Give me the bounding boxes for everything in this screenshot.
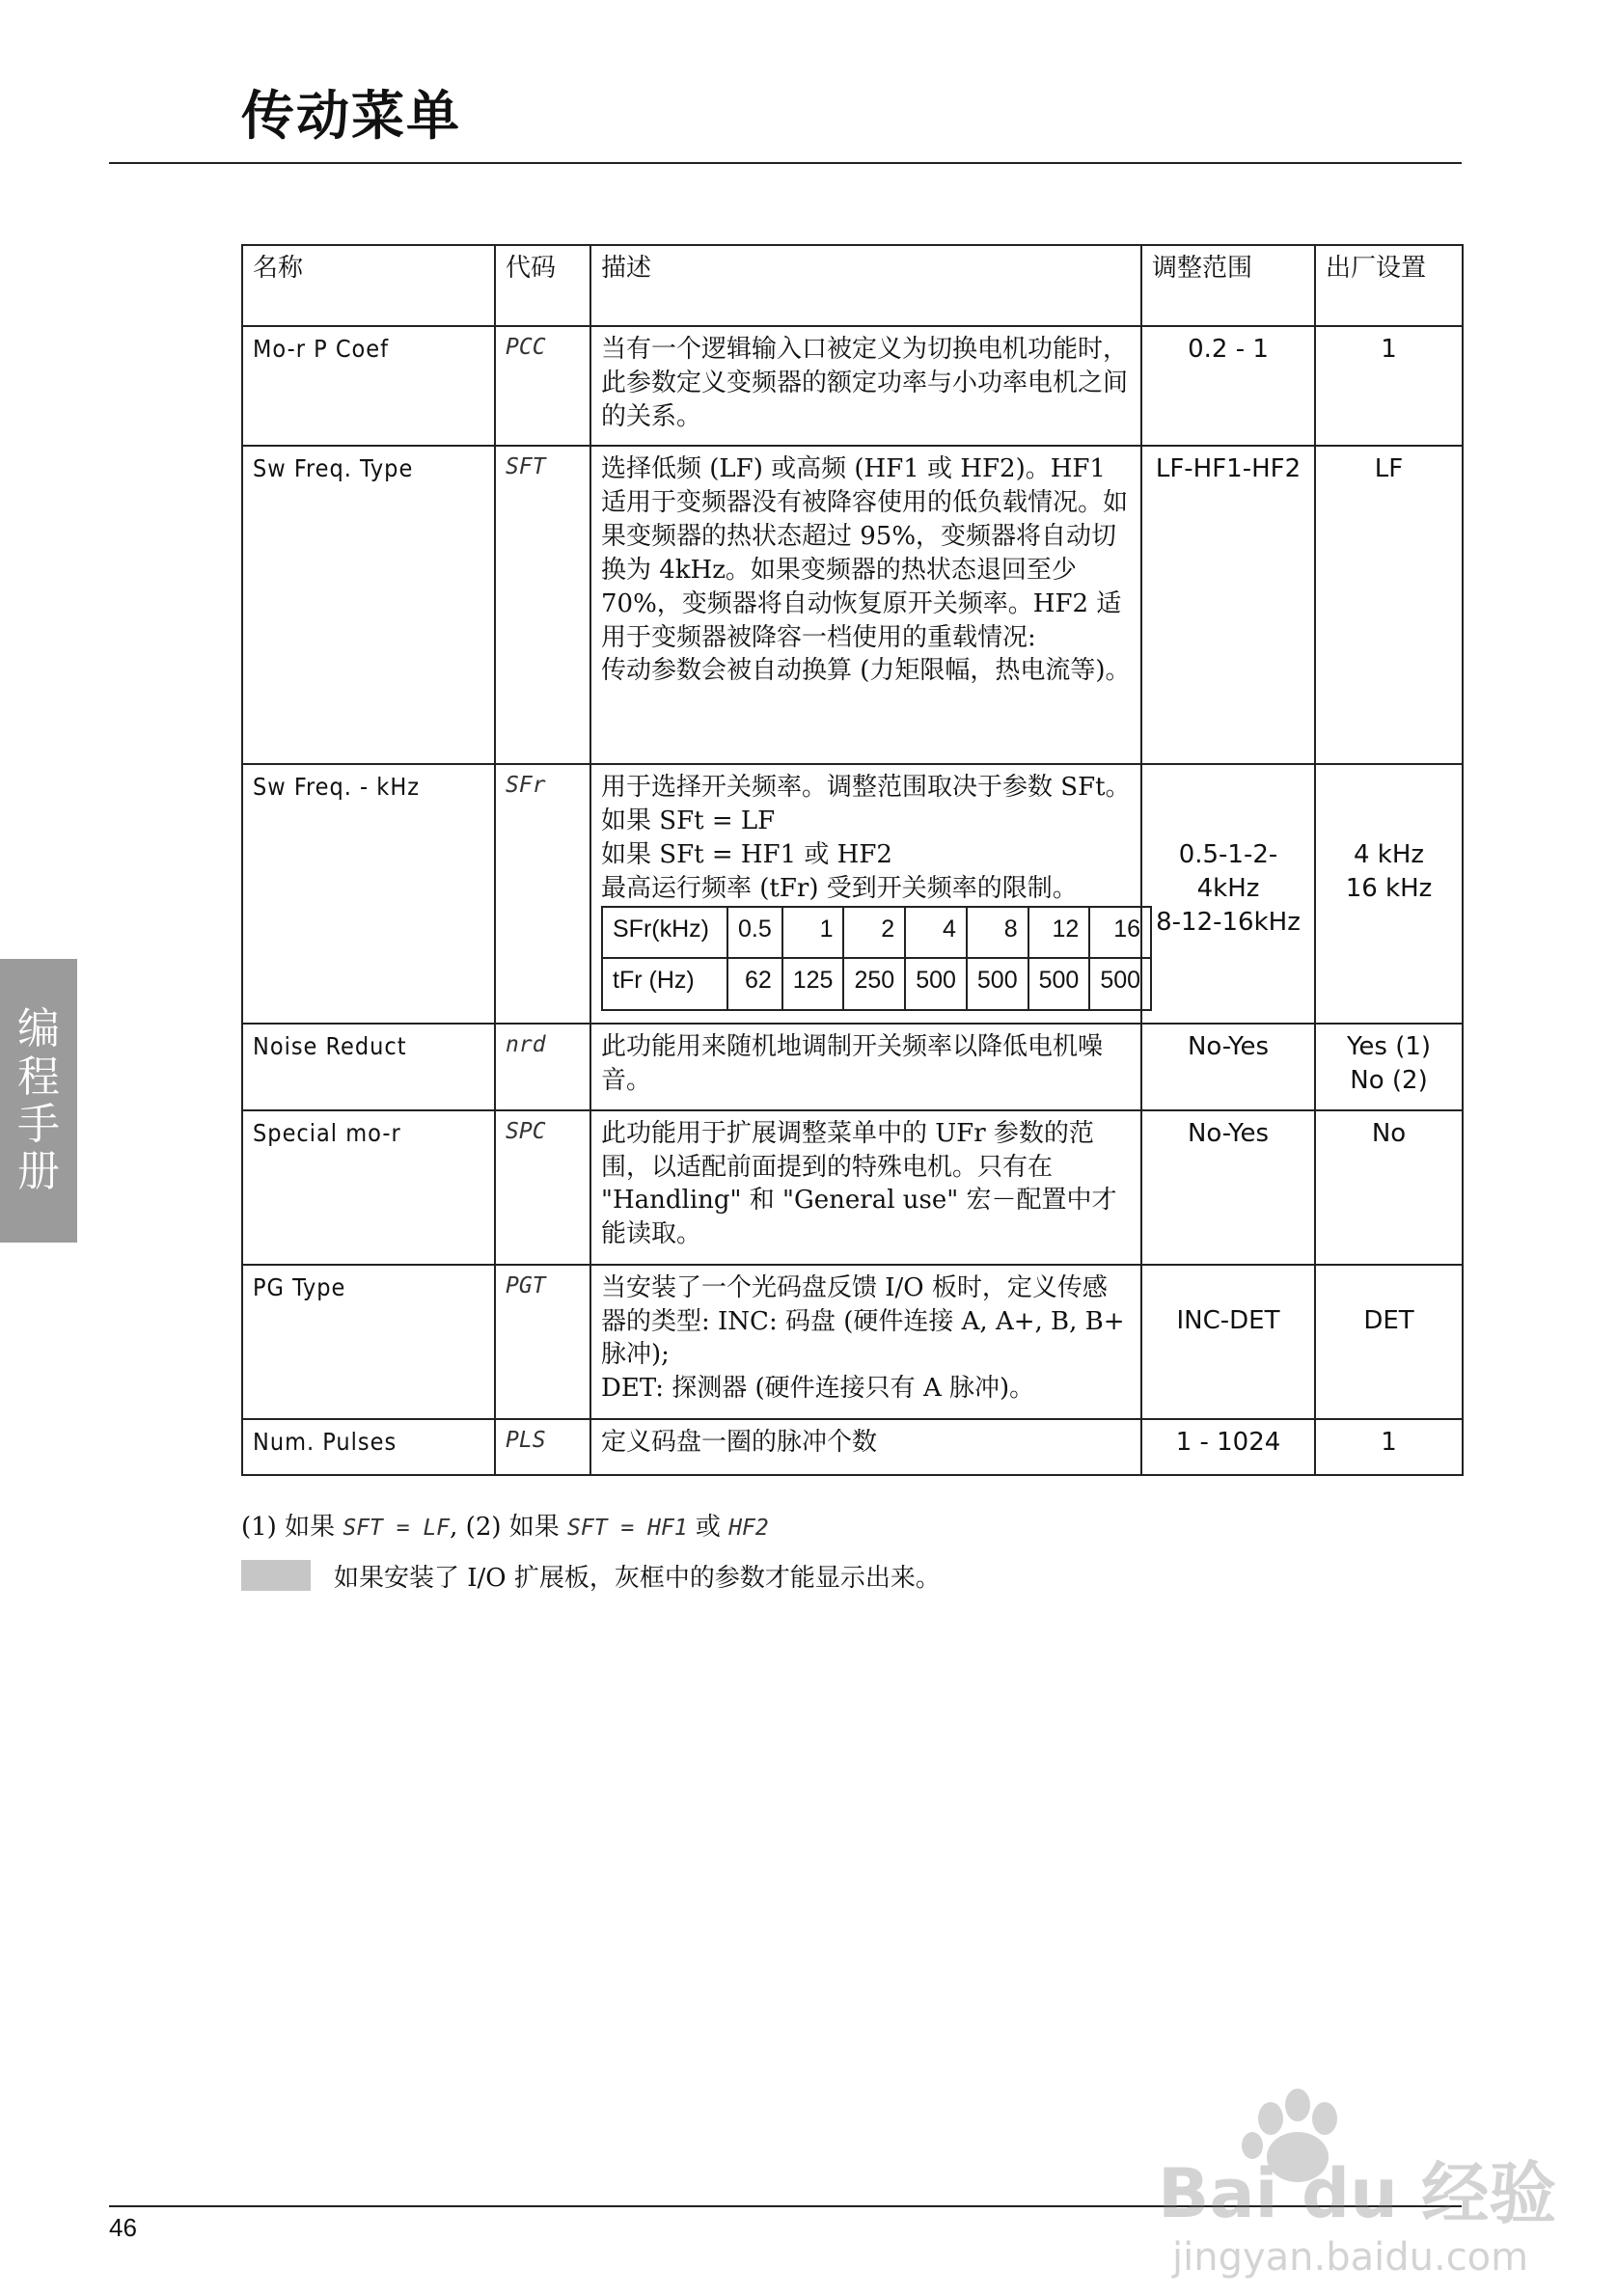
description-line: 此功能用于扩展调整菜单中的 UFr 参数的范围，以适配前面提到的特殊电机。只有在 "Handling" 和 "General use" 宏－配置中才能读取。	[601, 1118, 1117, 1249]
param-factory	[1315, 1024, 1463, 1110]
side-tab	[0, 959, 77, 1243]
param-range	[1141, 764, 1315, 1023]
factory-spacer	[1326, 771, 1452, 838]
param-factory	[1315, 1110, 1463, 1265]
paw-icon	[1242, 2089, 1337, 2182]
sfr-row-label: SFr(kHz)	[602, 907, 727, 959]
param-name: Num. Pulses	[242, 1419, 495, 1475]
header-description: 描述	[590, 245, 1141, 326]
param-code: nrd	[495, 1024, 590, 1110]
param-code: SPC	[495, 1110, 590, 1265]
watermark-brand: Bai du 经验	[1158, 2154, 1557, 2233]
range-spacer	[1152, 771, 1304, 838]
param-range	[1141, 326, 1315, 446]
range-value: 8-12-16kHz	[1156, 908, 1301, 938]
param-description	[590, 1419, 1141, 1475]
factory-value: DET	[1363, 1305, 1414, 1335]
sfr-cell: 8	[967, 907, 1028, 959]
param-name: Sw Freq. Type	[242, 446, 495, 764]
param-description	[590, 764, 1141, 1023]
param-range	[1141, 1110, 1315, 1265]
table-row	[242, 1110, 1463, 1265]
description-line: 用于选择开关频率。调整范围取决于参数 SFt。	[601, 773, 1131, 803]
sfr-row	[602, 907, 1151, 959]
param-code: SFr	[495, 764, 590, 1023]
param-factory	[1315, 764, 1463, 1023]
table-row	[242, 1419, 1463, 1475]
factory-value: 16 kHz	[1345, 874, 1433, 904]
param-name: PG Type	[242, 1265, 495, 1419]
sfr-cell: 16	[1089, 907, 1151, 959]
description-line: 传动参数会被自动换算 (力矩限幅，热电流等)。	[601, 656, 1131, 686]
tfr-row-label: tFr (Hz)	[602, 958, 727, 1010]
param-description	[590, 326, 1141, 446]
param-description	[590, 1024, 1141, 1110]
param-name: Mo-r P Coef	[242, 326, 495, 446]
description-line: DET: 探测器 (硬件连接只有 A 脉冲)。	[601, 1374, 1035, 1404]
sfr-cell: 0.5	[727, 907, 782, 959]
param-factory	[1315, 326, 1463, 446]
param-code: PGT	[495, 1265, 590, 1419]
param-code: PLS	[495, 1419, 590, 1475]
sfr-cell: 12	[1028, 907, 1090, 959]
description-line: 如果 SFt = LF	[601, 806, 776, 836]
description-line: 定义码盘一圈的脉冲个数	[601, 1427, 878, 1457]
description-line: 选择低频 (LF) 或高频 (HF1 或 HF2)。HF1 适用于变频器没有被降容使用的低负载情况。如果变频器的热状态超过 95%，变频器将自动切换为 4kHz。如果变频器的热状态退回至少 70%，变频器将自动恢复原开关频率。HF2 适用于变频器被降容一档使用的重载情况:	[601, 454, 1129, 652]
tfr-cell: 500	[1028, 958, 1090, 1010]
header-factory: 出厂设置	[1315, 245, 1463, 326]
sfr-cell: 1	[782, 907, 844, 959]
range-value: 1 - 1024	[1175, 1427, 1281, 1457]
legend-text: 如果安装了 I/O 扩展板，灰框中的参数才能显示出来。	[334, 1564, 941, 1593]
param-range	[1141, 446, 1315, 764]
param-factory	[1315, 446, 1463, 764]
page-number: 46	[109, 2213, 137, 2242]
baidu-watermark	[1153, 2072, 1557, 2280]
table-row	[242, 764, 1463, 1023]
factory-value: 1	[1381, 1427, 1397, 1457]
footnote-code: SFT = HF1	[567, 1516, 688, 1541]
description-line: 当安装了一个光码盘反馈 I/O 板时，定义传感器的类型: INC: 码盘 (硬件连接 A, A+, B, B+ 脉冲);	[601, 1272, 1125, 1370]
range-value: INC-DET	[1176, 1305, 1280, 1335]
description-line: 当有一个逻辑输入口被定义为切换电机功能时，此参数定义变频器的额定功率与小功率电机之间的关系。	[601, 335, 1129, 431]
param-description	[590, 1110, 1141, 1265]
description-line: 此功能用来随机地调制开关频率以降低电机噪音。	[601, 1031, 1104, 1095]
param-code: PCC	[495, 326, 590, 446]
footnote-text: 或	[687, 1513, 729, 1542]
param-name: Noise Reduct	[242, 1024, 495, 1110]
title-rule	[109, 162, 1462, 164]
description-line: 最高运行频率 (tFr) 受到开关频率的限制。	[601, 873, 1078, 903]
sfr-cell: 4	[905, 907, 967, 959]
param-description	[590, 1265, 1141, 1419]
range-value: LF-HF1-HF2	[1155, 454, 1302, 484]
footnote	[241, 1507, 769, 1543]
factory-value: LF	[1374, 454, 1404, 484]
table-row	[242, 446, 1463, 764]
footnote-text: (1) 如果	[241, 1513, 343, 1542]
table-header-row	[242, 245, 1463, 326]
range-value: No-Yes	[1187, 1031, 1270, 1061]
table-row	[242, 1265, 1463, 1419]
param-range	[1141, 1419, 1315, 1475]
bottom-rule	[109, 2205, 1462, 2207]
factory-value: 4 kHz	[1353, 840, 1425, 870]
side-tab-label: 编程手册	[17, 1004, 60, 1197]
legend-gray-box	[241, 1560, 311, 1591]
header-range: 调整范围	[1141, 245, 1315, 326]
factory-value: No (2)	[1350, 1065, 1428, 1095]
range-value: 0.2 - 1	[1188, 335, 1269, 364]
sfr-cell: 2	[843, 907, 905, 959]
range-value: 0.5-1-2-4kHz	[1178, 840, 1278, 904]
param-description	[590, 446, 1141, 764]
factory-value: No	[1371, 1118, 1407, 1148]
footnote-code: SFT = LF	[343, 1516, 451, 1541]
parameter-table	[241, 244, 1464, 1476]
table-row	[242, 326, 1463, 446]
range-value	[1152, 1271, 1304, 1304]
watermark-url: jingyan.baidu.com	[1172, 2235, 1529, 2280]
footnote-code: HF2	[728, 1516, 769, 1541]
param-factory	[1315, 1265, 1463, 1419]
tfr-cell: 250	[843, 958, 905, 1010]
sfr-frequency-table	[601, 906, 1152, 1011]
header-name: 名称	[242, 245, 495, 326]
tfr-row	[602, 958, 1151, 1010]
table-row	[242, 1024, 1463, 1110]
page-title: 传动菜单	[241, 84, 462, 147]
param-factory	[1315, 1419, 1463, 1475]
param-range	[1141, 1024, 1315, 1110]
tfr-cell: 62	[727, 958, 782, 1010]
tfr-cell: 500	[967, 958, 1028, 1010]
factory-value: Yes (1)	[1346, 1031, 1432, 1061]
tfr-cell: 500	[1089, 958, 1151, 1010]
footnote-text: , (2) 如果	[450, 1513, 568, 1542]
header-code: 代码	[495, 245, 590, 326]
param-code: SFT	[495, 446, 590, 764]
description-line: 如果 SFt = HF1 或 HF2	[601, 840, 892, 870]
tfr-cell: 500	[905, 958, 967, 1010]
tfr-cell: 125	[782, 958, 844, 1010]
param-range	[1141, 1265, 1315, 1419]
range-value: No-Yes	[1187, 1118, 1270, 1148]
param-name: Special mo-r	[242, 1110, 495, 1265]
param-name: Sw Freq. - kHz	[242, 764, 495, 1023]
factory-value: 1	[1381, 335, 1397, 364]
factory-value	[1326, 1271, 1452, 1304]
